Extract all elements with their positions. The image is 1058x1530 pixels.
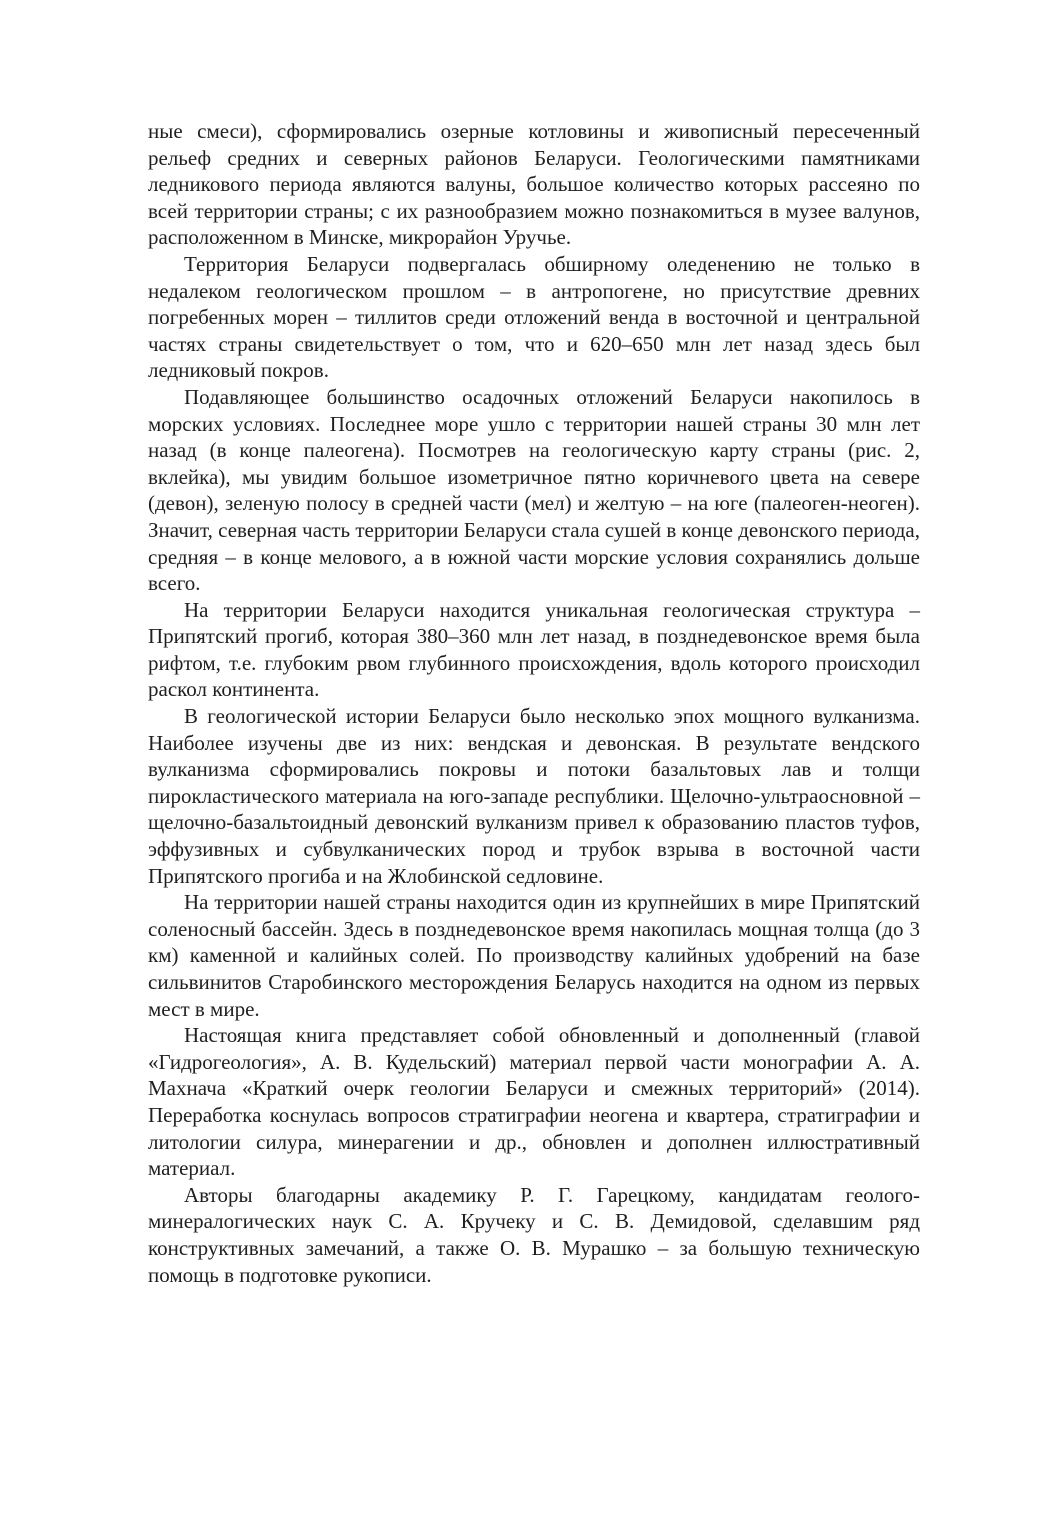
paragraph-volcanism: В геологической истории Беларуси было несколько эпох мощного вулканизма. Наиболее изучены две из них: вендская и девонская. В результате вендского вулканизма сформировались покровы и потоки базальтовых лав и толщи пирокластического материала на юго-западе республики. Щелочно-ультраосновной – щелочно-базальтоидный девонский вулканизм привел к образованию пластов туфов, эффузивных и субвулканических пород и трубок взрыва в восточной части Припятского прогиба и на Жлобинской седловине.	[148, 704, 920, 888]
paragraph-marine-deposits: Подавляющее большинство осадочных отложений Беларуси накопилось в морских условиях. Последнее море ушло с территории нашей страны 30 млн лет назад (в конце палеогена). Посмотрев на геологическую карту страны (рис. 2, вклейка), мы увидим большое изометричное пятно коричневого цвета на севере (девон), зеленую полосу в средней части (мел) и желтую – на юге (палеоген-неоген). Значит, северная часть территории Беларуси стала сушей в конце девонского периода, средняя – в конце мелового, а в южной части морские условия сохранялись дольше всего.	[148, 384, 920, 596]
paragraph-pripyat-trough: На территории Беларуси находится уникальная геологическая структура – Припятский прогиб, которая 380–360 млн лет назад, в позднедевонское время была рифтом, т.е. глубоким рвом глубинного происхождения, вдоль которого происходил раскол континента.	[148, 597, 920, 702]
paragraph-book-description: Настоящая книга представляет собой обновленный и дополненный (главой «Гидрогеология», А. В. Кудельский) материал первой части монографии А. А. Махнача «Краткий очерк геологии Беларуси и смежных территорий» (2014). Переработка коснулась вопросов стратиграфии неогена и квартера, стратиграфии и литологии силура, минерагении и др., обновлен и дополнен иллюстративный материал.	[148, 1023, 920, 1181]
paragraph-continuation: ные смеси), сформировались озерные котловины и живописный пересеченный рельеф средних и северных районов Беларуси. Геологическими памятниками ледникового периода являются валуны, большое количество которых рассеяно по всей территории страны; с их разнообразием можно познакомиться в музее валунов, расположенном в Минске, микрорайон Уручье.	[148, 119, 920, 250]
paragraph-glaciation: Территория Беларуси подвергалась обширному оледенению не только в недалеком геологическом прошлом – в антропогене, но присутствие древних погребенных морен – тиллитов среди отложений венда в восточной и центральной частях страны свидетельствует о том, что и 620–650 млн лет назад здесь был ледниковый покров.	[148, 251, 920, 383]
document-page	[148, 118, 920, 1288]
paragraph-salt-basin: На территории нашей страны находится один из крупнейших в мире Припятский соленосный бассейн. Здесь в позднедевонское время накопилась мощная толща (до 3 км) каменной и калийных солей. По производству калийных удобрений на базе сильвинитов Старобинского месторождения Беларусь находится на одном из первых мест в мире.	[148, 890, 920, 1021]
paragraph-acknowledgements: Авторы благодарны академику Р. Г. Гарецкому, кандидатам геолого-минералогических наук С. А. Кручеку и С. В. Демидовой, сделавшим ряд конструктивных замечаний, а также О. В. Мурашко – за большую техническую помощь в подготовке рукописи.	[148, 1182, 920, 1287]
